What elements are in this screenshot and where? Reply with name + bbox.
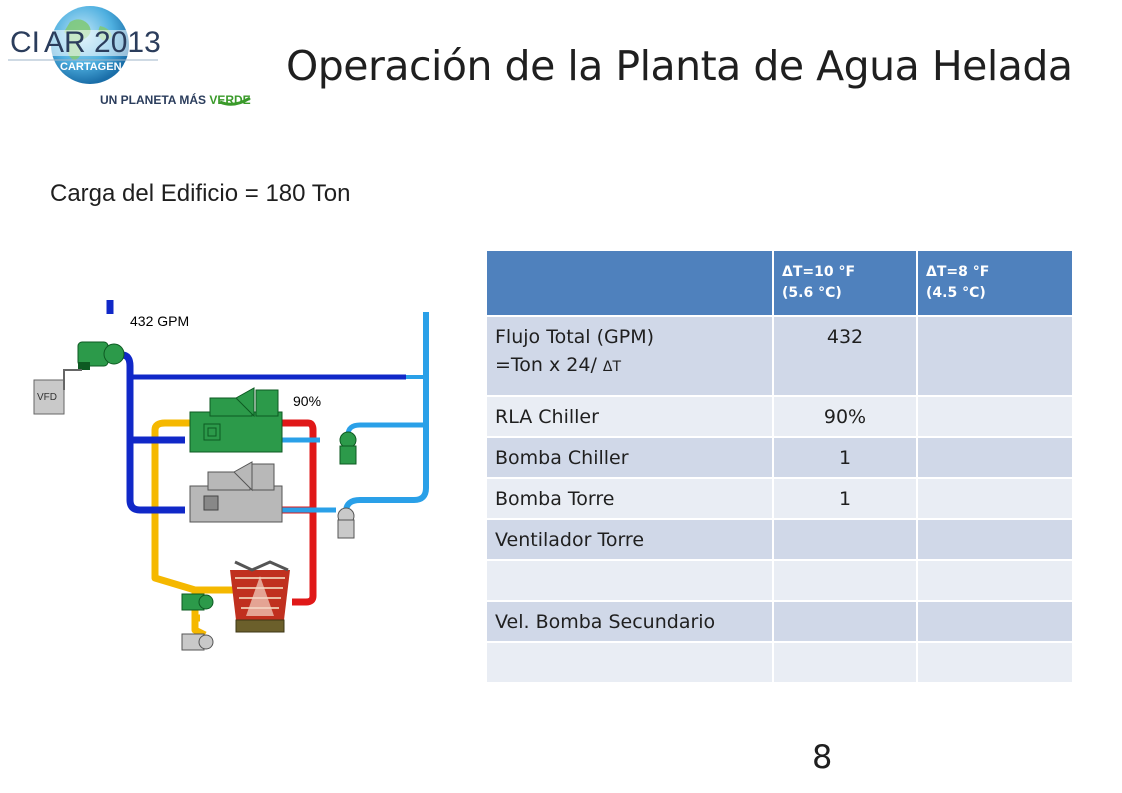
row-value-dt8	[917, 396, 1073, 437]
operation-table	[485, 249, 1074, 684]
row-value-dt8	[917, 316, 1073, 396]
row-value-dt10	[773, 560, 917, 601]
chilled-pump-2-icon	[338, 508, 354, 538]
table-row	[486, 560, 1073, 601]
logo-tagline: UN PLANETA MÁS	[100, 93, 210, 107]
ciar-2013-logo	[8, 4, 258, 110]
table-row	[486, 396, 1073, 437]
row-label	[486, 560, 773, 601]
row-label: Bomba Torre	[486, 478, 773, 519]
chiller-2-icon	[190, 462, 282, 522]
header-empty	[486, 250, 773, 316]
logo-tagline-accent: VERDE	[209, 93, 251, 107]
condenser-pump-2-icon	[182, 634, 213, 650]
row-value-dt10: 1	[773, 437, 917, 478]
row-label: Flujo Total (GPM) =Ton x 24/ ΔT	[486, 316, 773, 396]
row-value-dt10: 90%	[773, 396, 917, 437]
table-row	[486, 519, 1073, 560]
vfd-label: VFD	[37, 392, 57, 403]
row-label	[486, 642, 773, 683]
row-value-dt8	[917, 437, 1073, 478]
table-row	[486, 437, 1073, 478]
logo-city: CARTAGENA	[60, 61, 130, 73]
chilled-water-plant-diagram	[30, 300, 440, 660]
chilled-pump-1-icon	[340, 432, 356, 464]
table-row	[486, 601, 1073, 642]
row-value-dt8	[917, 478, 1073, 519]
row-value-dt10: 1	[773, 478, 917, 519]
row-value-dt10	[773, 519, 917, 560]
flow-rate-label: 432 GPM	[130, 313, 190, 329]
chiller-load-label: 90%	[293, 393, 322, 409]
row-value-dt10	[773, 642, 917, 683]
table-row	[486, 478, 1073, 519]
table-row	[486, 316, 1073, 396]
slide-number: 8	[812, 738, 833, 776]
row-label: Bomba Chiller	[486, 437, 773, 478]
row-value-dt8	[917, 519, 1073, 560]
row-value-dt10: 432	[773, 316, 917, 396]
logo-name-right: AR 2013	[44, 26, 161, 59]
condenser-pump-1-icon	[182, 594, 213, 610]
cooling-tower-icon	[230, 562, 290, 632]
row-label: RLA Chiller	[486, 396, 773, 437]
page-title: Operación de la Planta de Agua Helada	[286, 42, 1073, 90]
row-value-dt8	[917, 601, 1073, 642]
row-value-dt8	[917, 560, 1073, 601]
row-label: Vel. Bomba Secundario	[486, 601, 773, 642]
row-label: Ventilador Torre	[486, 519, 773, 560]
row-value-dt10	[773, 601, 917, 642]
header-dt8: ΔT=8 °F (4.5 °C)	[917, 250, 1073, 316]
table-header-row	[486, 250, 1073, 316]
logo-name-left: CI	[10, 26, 40, 59]
table-row	[486, 642, 1073, 683]
row-value-dt8	[917, 642, 1073, 683]
header-dt10: ΔT=10 °F (5.6 °C)	[773, 250, 917, 316]
chiller-1-icon	[190, 388, 282, 452]
primary-pump-icon	[78, 342, 124, 370]
building-load-label: Carga del Edificio = 180 Ton	[50, 180, 351, 207]
